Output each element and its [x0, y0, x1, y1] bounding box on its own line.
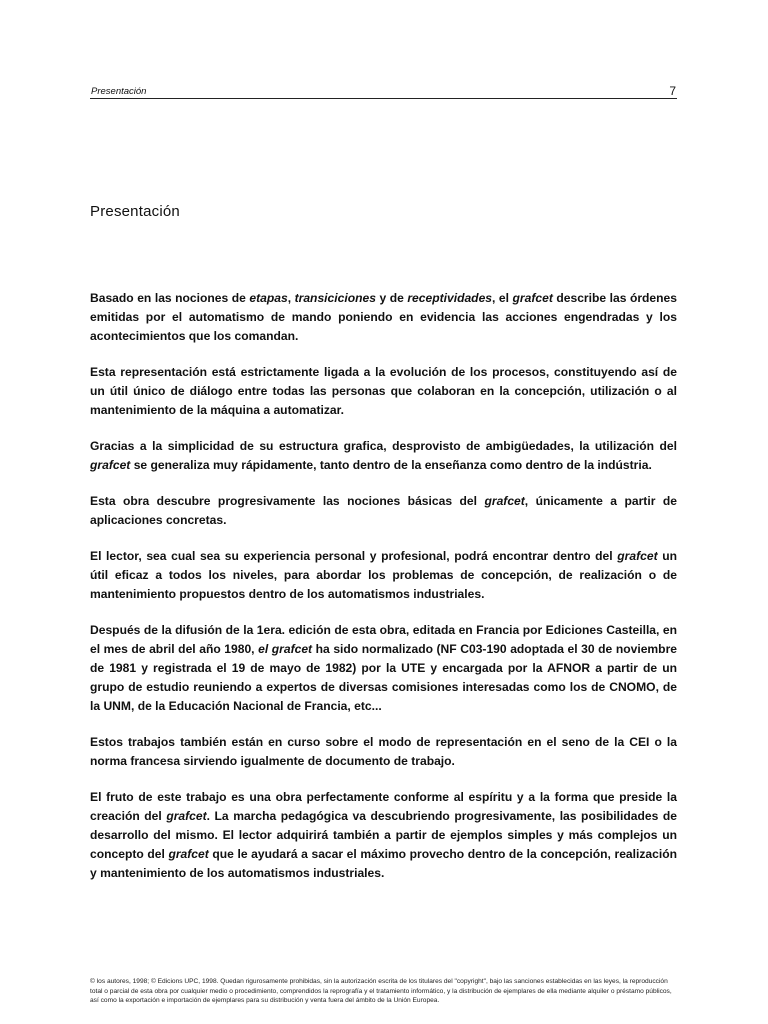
- emphasis-term: etapas: [249, 291, 288, 305]
- copyright-footer: © los autores, 1998; © Edicions UPC, 1998. Quedan rigurosamente prohibidas, sin la autorización escrita de los titulares del "copyright", bajo las sanciones establecidas en las leyes, la reproducción total o parcial de esta obra por cualquier medio o procedimiento, comprendidos la reprografía y el tratamiento informático, y la distribución de ejemplares de ella mediante alquiler o préstamo públicos, así como la exportación e importación de ejemplares para su distribución y venta fuera del ámbito de la Unión Europea.: [90, 978, 672, 1005]
- paragraph: Después de la difusión de la 1era. edición de esta obra, editada en Francia por Ediciones Casteilla, en el mes de abril del año 1980, el grafcet ha sido normalizado (NF C03-190 adoptada el 30 de noviembre de 1981 y registrada el 19 de mayo de 1982) por la UTE y encargada por la AFNOR a partir de un grupo de estudio reuniendo a expertos de diversas comisiones interesadas como los de CNOMO, de la UNM, de la Educación Nacional de Francia, etc...: [90, 623, 677, 713]
- paragraph: Esta obra descubre progresivamente las nociones básicas del grafcet, únicamente a partir de aplicaciones concretas.: [90, 494, 677, 527]
- emphasis-term: grafcet: [617, 549, 658, 563]
- paragraph: El lector, sea cual sea su experiencia personal y profesional, podrá encontrar dentro del grafcet un útil eficaz a todos los niveles, para abordar los problemas de concepción, de realización o de mantenimiento propuestos dentro de los automatismos industriales.: [90, 549, 677, 601]
- page-number: 7: [669, 84, 676, 98]
- paragraph: Estos trabajos también están en curso sobre el modo de representación en el seno de la CEI o la norma francesa sirviendo igualmente de documento de trabajo.: [90, 735, 677, 768]
- paragraph: Esta representación está estrictamente ligada a la evolución de los procesos, constituyendo así de un útil único de diálogo entre todas las personas que colaboran en la concepción, utilización o al mantenimiento de la máquina a automatizar.: [90, 365, 677, 417]
- running-header-title: Presentación: [91, 86, 147, 97]
- running-header: [90, 84, 677, 99]
- chapter-title: Presentación: [90, 203, 180, 220]
- emphasis-term: grafcet: [512, 291, 553, 305]
- emphasis-term: grafcet: [166, 809, 207, 823]
- emphasis-term: receptividades: [407, 291, 493, 305]
- emphasis-term: transiciciones: [294, 291, 376, 305]
- paragraph: Basado en las nociones de etapas, transiciciones y de receptividades, el grafcet describe las órdenes emitidas por el automatismo de mando poniendo en evidencia las acciones engendradas y los acontecimientos que los comandan.: [90, 291, 677, 343]
- paragraph: Gracias a la simplicidad de su estructura grafica, desprovisto de ambigüedades, la utilización del grafcet se generaliza muy rápidamente, tanto dentro de la enseñanza como dentro de la indústria.: [90, 439, 677, 472]
- emphasis-term: grafcet: [168, 847, 209, 861]
- emphasis-term: el grafcet: [258, 642, 313, 656]
- paragraph: El fruto de este trabajo es una obra perfectamente conforme al espíritu y a la forma que preside la creación del grafcet. La marcha pedagógica va descubriendo progresivamente, las posibilidades de desarrollo del mismo. El lector adquirirá también a partir de ejemplos simples y más complejos un concepto del grafcet que le ayudará a sacar el máximo provecho dentro de la concepción, realización y mantenimiento de los automatismos industriales.: [90, 790, 678, 880]
- emphasis-term: grafcet: [90, 458, 131, 472]
- body-text: [90, 289, 677, 900]
- emphasis-term: grafcet: [484, 494, 525, 508]
